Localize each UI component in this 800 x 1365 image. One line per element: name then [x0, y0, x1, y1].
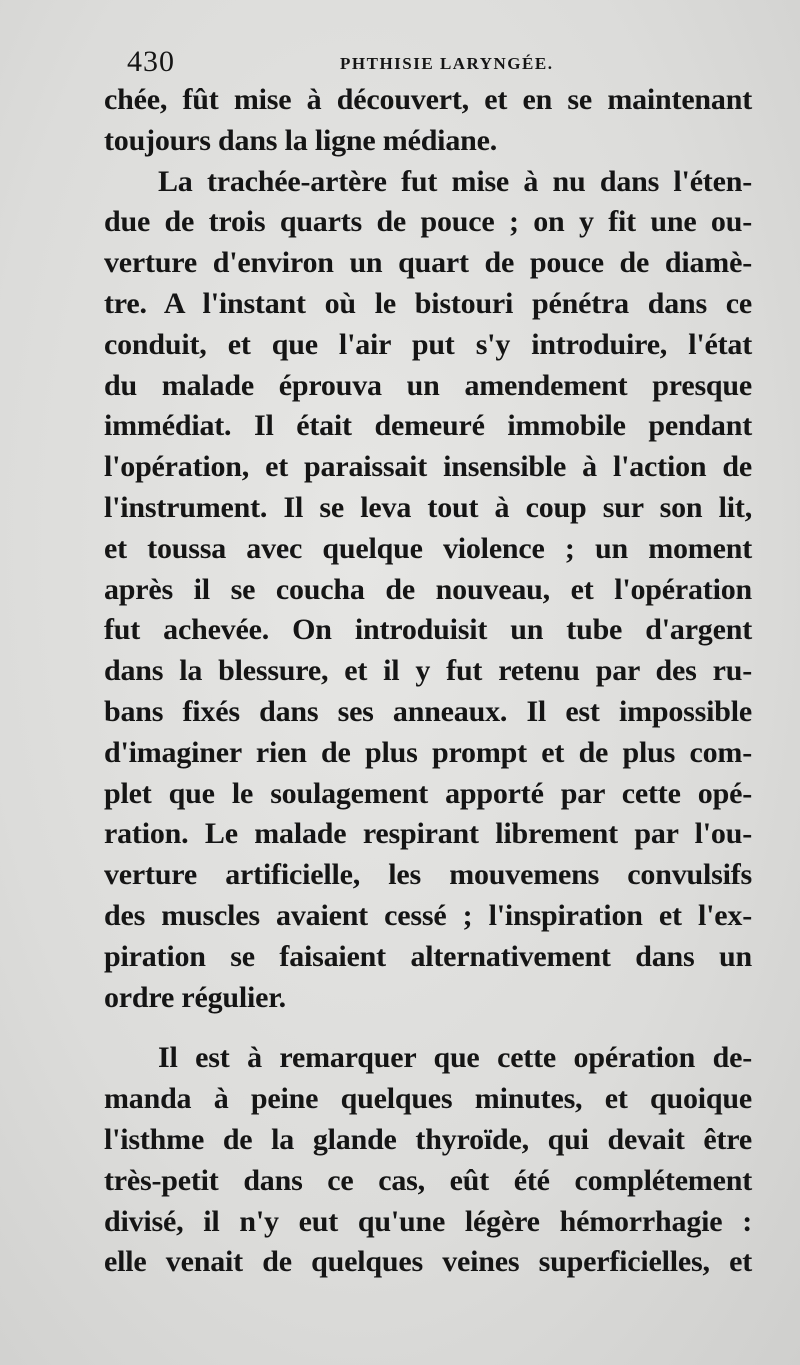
text-line: divisé, il n'y eut qu'une légère hémorrhagie : — [104, 1204, 752, 1238]
text-line: ration. Le malade respirant librement par l'ou- — [104, 817, 752, 851]
running-title: PHTHISIE LARYNGÉE. — [340, 54, 554, 73]
paragraph-3 — [104, 1038, 752, 1283]
text-line: tre. A l'instant où le bistouri pénétra dans ce — [104, 286, 752, 320]
text-line: plet que le soulagement apporté par cette opé- — [104, 776, 752, 810]
text-line: piration se faisaient alternativement dans un — [104, 939, 752, 973]
text-line: l'isthme de la glande thyroïde, qui devait être — [104, 1122, 752, 1156]
text-line: conduit, et que l'air put s'y introduire, l'état — [104, 327, 752, 361]
text-line: immédiat. Il était demeuré immobile pendant — [104, 409, 752, 443]
text-line: verture artificielle, les mouvemens convulsifs — [104, 858, 752, 892]
text-line: et toussa avec quelque violence ; un moment — [104, 531, 752, 565]
text-line: bans fixés dans ses anneaux. Il est impossible — [104, 694, 752, 728]
paragraph-2 — [104, 162, 752, 1019]
text-line: dans la blessure, et il y fut retenu par des ru- — [104, 654, 752, 688]
text-line: fut achevée. On introduisit un tube d'argent — [104, 613, 752, 647]
text-line: manda à peine quelques minutes, et quoique — [104, 1082, 752, 1116]
text-line: due de trois quarts de pouce ; on y fit une ou- — [104, 205, 752, 239]
text-line: verture d'environ un quart de pouce de diamè- — [104, 246, 752, 280]
text-line: des muscles avaient cessé ; l'inspiration et l'ex- — [104, 898, 752, 932]
text-line: Il est à remarquer que cette opération de- — [158, 1041, 752, 1075]
text-line: chée, fût mise à découvert, et en se maintenant — [104, 83, 752, 116]
paragraph-spacing — [104, 1018, 752, 1038]
text-line: l'opération, et paraissait insensible à l'action de — [104, 450, 752, 484]
text-line: toujours dans la ligne médiane. — [104, 123, 498, 157]
text-line: du malade éprouva un amendement presque — [104, 368, 752, 402]
paragraph-1 — [104, 80, 752, 162]
text-line: elle venait de quelques veines superficielles, et — [104, 1245, 752, 1279]
text-line: ordre régulier. — [104, 980, 286, 1014]
page-header — [127, 42, 747, 82]
page-number: 430 — [127, 45, 175, 78]
body-text — [104, 80, 752, 1283]
text-line: d'imaginer rien de plus prompt et de plus com- — [104, 735, 752, 769]
text-line: après il se coucha de nouveau, et l'opération — [104, 572, 752, 606]
text-line: La trachée-artère fut mise à nu dans l'éten- — [158, 164, 752, 198]
text-line: l'instrument. Il se leva tout à coup sur son lit, — [104, 490, 752, 524]
text-line: très-petit dans ce cas, eût été complétement — [104, 1163, 752, 1197]
